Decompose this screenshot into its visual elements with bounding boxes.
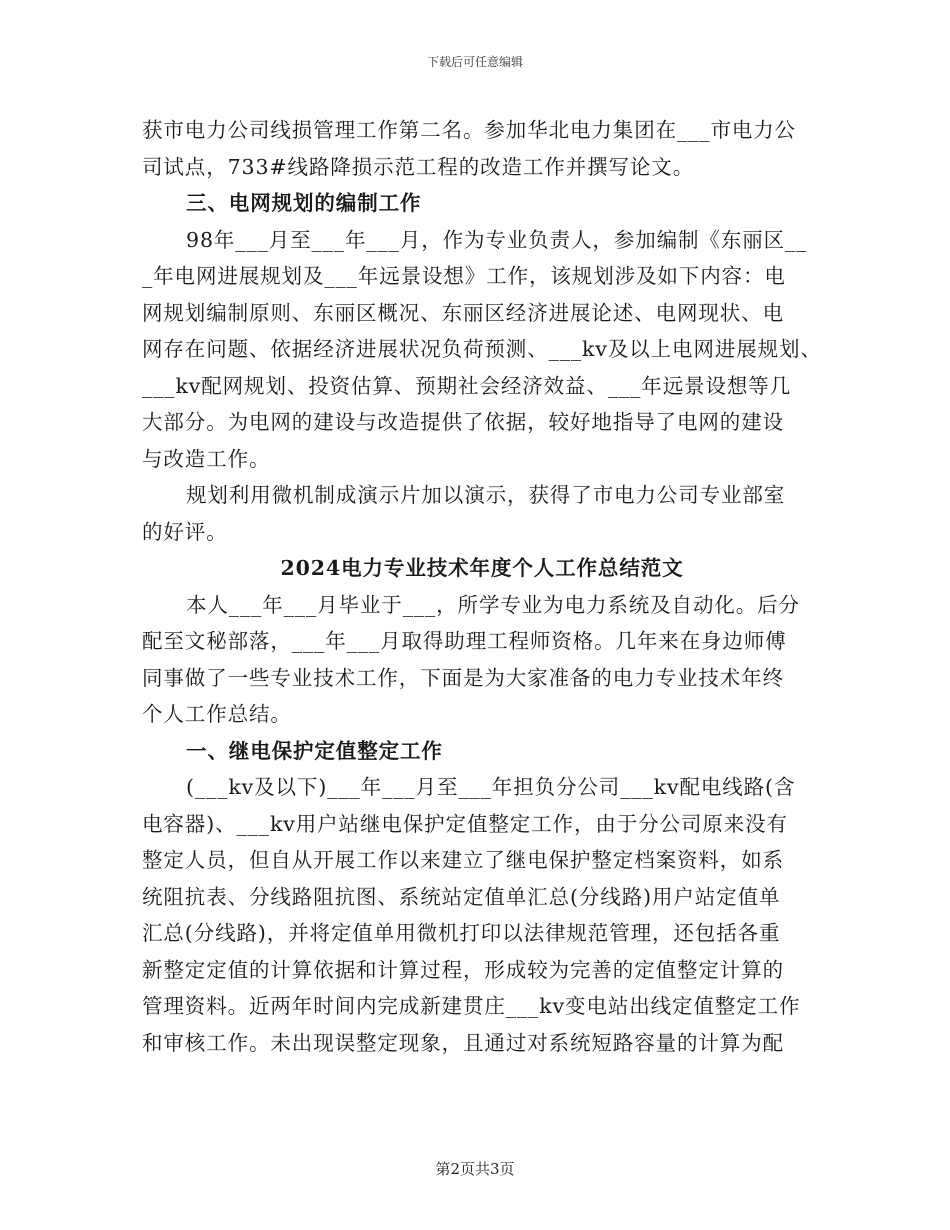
- body-line: 汇总(分线路)，并将定值单用微机打印以法律规范管理，还包括各重: [142, 921, 781, 945]
- body-line: 电容器)、___kv用户站继电保护定值整定工作，由于分公司原来没有: [142, 811, 788, 836]
- body-line: 和审核工作。未出现误整定现象，且通过对系统短路容量的计算为配: [142, 1030, 784, 1055]
- section-heading: 三、电网规划的编制工作: [186, 191, 422, 215]
- page-header: 下载后可任意编辑: [426, 55, 523, 69]
- body-line: _年电网进展规划及___年远景设想》工作，该规划涉及如下内容：电: [142, 264, 786, 288]
- paragraph-start: 98年___月至___年___月，作为专业负责人，参加编制《东丽区__: [186, 227, 808, 252]
- body-line: 新整定定值的计算依据和计算过程，形成较为完善的定值整定计算的: [142, 957, 784, 982]
- body-line: 网存在问题、依据经济进展状况负荷预测、___kv及以上电网进展规划、: [142, 337, 822, 361]
- paragraph-start: 本人___年___月毕业于___，所学专业为电力系统及自动化。后分: [186, 592, 800, 617]
- body-line: 管理资料。近两年时间内完成新建贯庄___kv变电站出线定值整定工作: [142, 994, 801, 1018]
- body-line: 的好评。: [142, 519, 228, 544]
- body-line: 与改造工作。: [142, 446, 271, 471]
- body-line: 整定人员，但自从开展工作以来建立了继电保护整定档案资料，如系: [142, 848, 784, 872]
- section-heading: 一、继电保护定值整定工作: [186, 738, 443, 763]
- body-line: ___kv配网规划、投资估算、预期社会经济效益、___年远景设想等几: [142, 373, 792, 398]
- body-line: 配至文秘部落，___年___月取得助理工程师资格。几年来在身边师傅: [142, 629, 787, 653]
- body-line: 网规划编制原则、东丽区概况、东丽区经济进展论述、电网现状、电: [142, 300, 784, 325]
- document-title: 2024电力专业技术年度个人工作总结范文: [280, 556, 684, 580]
- body-line: 个人工作总结。: [142, 702, 292, 726]
- body-line: 大部分。为电网的建设与改造提供了依据，较好地指导了电网的建设: [142, 410, 784, 434]
- page-footer: 第2页共3页: [435, 1160, 515, 1178]
- body-line: 获市电力公司线损管理工作第二名。参加华北电力集团在___市电力公: [142, 118, 797, 142]
- paragraph-start: 规划利用微机制成演示片加以演示，获得了市电力公司专业部室: [186, 483, 786, 507]
- body-line: 司试点，733#线路降损示范工程的改造工作并撰写论文。: [142, 154, 695, 179]
- document-body: [142, 112, 822, 1061]
- paragraph-start: (___kv及以下)___年___月至___年担负分公司___kv配电线路(含: [186, 775, 796, 799]
- body-line: 同事做了一些专业技术工作，下面是为大家准备的电力专业技术年终: [142, 665, 784, 690]
- body-line: 统阻抗表、分线路阻抗图、系统站定值单汇总(分线路)用户站定值单: [142, 884, 781, 909]
